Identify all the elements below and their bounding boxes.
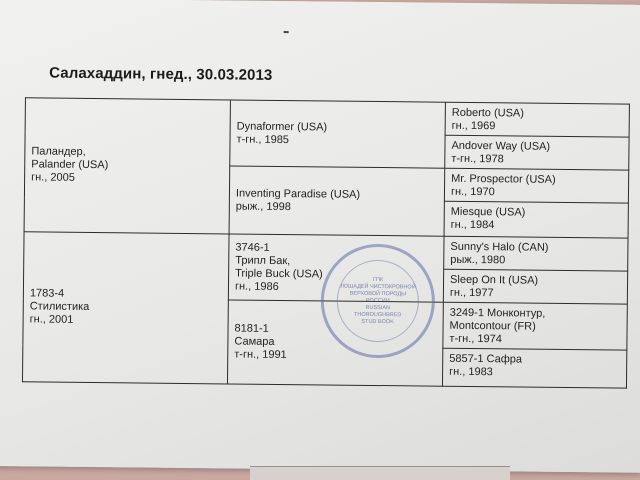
horse-meta: рыж., 1998 (235, 200, 291, 213)
horse-name: Inventing Paradise (USA) (235, 187, 361, 201)
horse-meta: т-гн., 1978 (451, 152, 504, 166)
horse-meta: гн., 1986 (234, 280, 279, 293)
stamp-line: ЛОШАДЕЙ ЧИСТОКРОВНОЙ (340, 283, 416, 290)
horse-name: Miesque (USA) (450, 205, 526, 219)
ancestor-cell (442, 348, 626, 388)
ancestor-cell (443, 269, 627, 304)
horse-name: Sunny's Halo (CAN) (450, 240, 549, 254)
stamp-line: STUD BOOK (361, 318, 394, 325)
horse-name: Sleep On It (USA) (450, 273, 539, 287)
stamp-line: ВЕРХОВОЙ ПОРОДЫ РОССИИ (349, 290, 407, 304)
horse-name: Паландер, Palander (USA) (31, 145, 109, 172)
stamp-line: ГПК (372, 276, 384, 283)
stamp-line: THOROUGHBRED (353, 311, 402, 318)
horse-name: 1783-4 Стилистика (29, 287, 90, 313)
stud-book-stamp (320, 243, 435, 358)
ancestor-cell (443, 302, 627, 350)
horse-meta: гн., 1977 (449, 286, 494, 300)
horse-name: Andover Way (USA) (451, 139, 551, 153)
ancestor-cell (444, 168, 628, 203)
horse-name: Dynaformer (USA) (236, 120, 328, 133)
ancestor-cell (445, 102, 629, 137)
sire-sire-cell (230, 100, 446, 168)
horse-meta: рыж., 1980 (450, 253, 506, 267)
horse-meta: гн., 1969 (451, 119, 496, 133)
horse-name: Roberto (USA) (451, 106, 525, 120)
ancestor-cell (445, 135, 629, 170)
horse-meta: т-гн., 1985 (236, 133, 290, 146)
horse-meta: гн., 2005 (31, 171, 75, 184)
stamp-line: RUSSIAN (365, 304, 391, 311)
pedigree-table (22, 97, 630, 388)
ancestor-cell (444, 201, 628, 238)
dam-cell (22, 232, 229, 384)
horse-meta: т-гн., 1974 (449, 332, 502, 346)
horse-meta: т-гн., 1991 (234, 348, 287, 362)
horse-name: 8181-1 Самара (234, 322, 275, 348)
horse-meta: гн., 2001 (29, 313, 74, 326)
horse-meta: гн., 1984 (450, 218, 495, 232)
stamp-text (336, 260, 419, 343)
horse-name: 5857-1 Сафра (449, 352, 523, 366)
horse-name: Mr. Prospector (USA) (451, 172, 556, 186)
horse-name: 3249-1 Монконтур, Montcontour (FR) (449, 306, 546, 333)
horse-meta: гн., 1983 (449, 365, 493, 379)
sire-dam-cell (229, 166, 445, 236)
page-mark (284, 31, 289, 33)
horse-meta: гн., 1970 (450, 185, 495, 199)
underlying-sheet-edge (250, 466, 510, 480)
sire-cell (24, 98, 230, 234)
document-title: Салахаддин, гнед., 30.03.2013 (49, 64, 273, 84)
horse-name: 3746-1 Трипл Бак, Triple Buck (USA) (235, 241, 323, 280)
ancestor-cell (444, 236, 628, 271)
